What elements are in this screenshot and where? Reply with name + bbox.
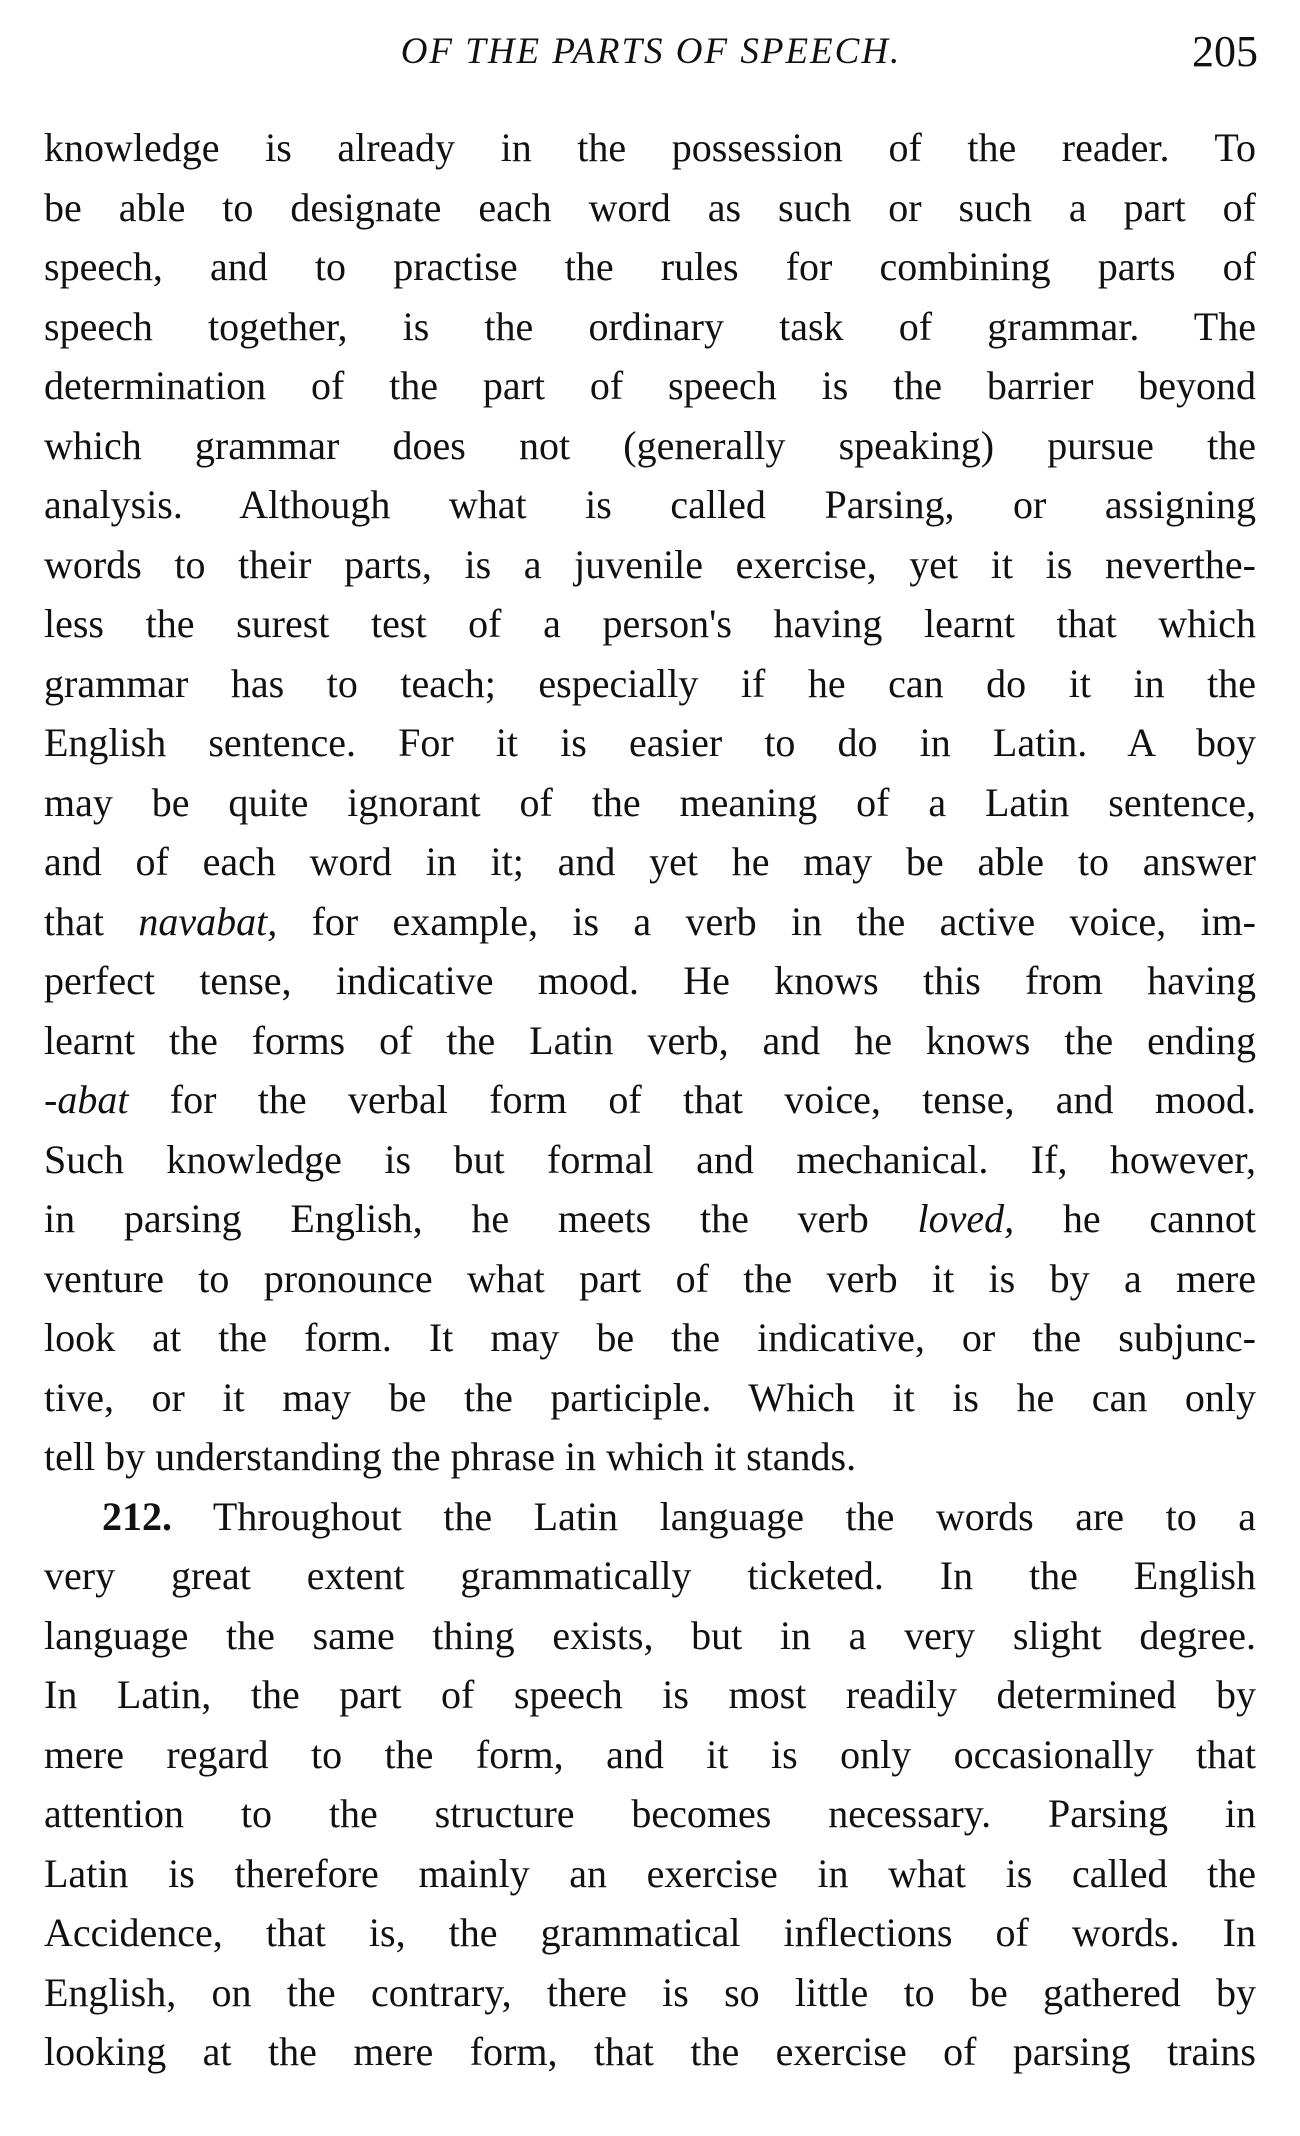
text-line: English sentence. For it is easier to do in Latin. A boy bbox=[44, 720, 1256, 765]
text-run: for example, is a verb in the active voice, im- bbox=[277, 898, 1256, 944]
text-line: Such knowledge is but formal and mechanical. If, however, bbox=[44, 1136, 1256, 1182]
text-line: grammar has to teach; especially if he can do it in the bbox=[44, 660, 1256, 706]
running-head bbox=[44, 22, 1258, 92]
text-line: tive, or it may be the participle. Which it is he can only bbox=[44, 1374, 1256, 1420]
text-line: In Latin, the part of speech is most readily determined by bbox=[44, 1672, 1256, 1717]
text-line: which grammar does not (generally speaking) pursue the bbox=[44, 422, 1256, 468]
text-line: may be quite ignorant of the meaning of a Latin sentence, bbox=[44, 779, 1256, 825]
text-line: knowledge is already in the possession of the reader. To bbox=[44, 125, 1256, 170]
paragraph-last-line: tell by understanding the phrase in which it stands. bbox=[44, 1434, 857, 1479]
text-line: perfect tense, indicative mood. He knows this from having bbox=[44, 958, 1256, 1003]
text-line: Accidence, that is, the grammatical inflections of words. In bbox=[44, 1910, 1256, 1955]
italic-word: navabat, bbox=[138, 898, 278, 944]
text-line: very great extent grammatically ticketed. In the English bbox=[44, 1553, 1256, 1598]
text-line: speech together, is the ordinary task of grammar. The bbox=[44, 303, 1256, 349]
text-line: English, on the contrary, there is so little to be gathered by bbox=[44, 1969, 1256, 2015]
text-line: language the same thing exists, but in a very slight degree. bbox=[44, 1612, 1256, 1658]
text-line: look at the form. It may be the indicative, or the subjunc- bbox=[44, 1315, 1256, 1360]
text-line: determination of the part of speech is the barrier beyond bbox=[44, 363, 1256, 408]
text-line: speech, and to practise the rules for combining parts of bbox=[44, 244, 1256, 289]
text-line: mere regard to the form, and it is only occasionally that bbox=[44, 1731, 1256, 1777]
text-line: venture to pronounce what part of the verb it is by a mere bbox=[44, 1255, 1256, 1301]
text-line: and of each word in it; and yet he may be able to answer bbox=[44, 839, 1256, 884]
section-number: 212. bbox=[102, 1493, 172, 1539]
text-line bbox=[44, 892, 1256, 952]
italic-word: loved, bbox=[917, 1196, 1015, 1241]
text-line: analysis. Although what is called Parsing, or assigning bbox=[44, 482, 1256, 527]
text-line: less the surest test of a person's having learnt that which bbox=[44, 601, 1256, 646]
text-line bbox=[44, 1189, 1256, 1249]
italic-word: -abat bbox=[44, 1077, 129, 1122]
running-title: OF THE PARTS OF SPEECH. bbox=[400, 31, 902, 72]
text-line: Latin is therefore mainly an exercise in what is called the bbox=[44, 1850, 1256, 1896]
text-run: that bbox=[44, 898, 139, 944]
body-text bbox=[44, 118, 1256, 2082]
text-line: attention to the structure becomes necessary. Parsing in bbox=[44, 1791, 1256, 1836]
text-run: for the verbal form of that voice, tense, and mood. bbox=[128, 1077, 1256, 1122]
text-line: be able to designate each word as such or such a part of bbox=[44, 184, 1256, 230]
text-line bbox=[44, 1070, 1256, 1130]
text-line: words to their parts, is a juvenile exercise, yet it is neverthe- bbox=[44, 541, 1256, 587]
text-line: looking at the mere form, that the exercise of parsing trains bbox=[44, 2029, 1256, 2074]
text-line: learnt the forms of the Latin verb, and he knows the ending bbox=[44, 1017, 1256, 1063]
text-run: in parsing English, he meets the verb bbox=[44, 1196, 918, 1241]
page-number: 205 bbox=[1192, 27, 1258, 76]
text-run: he cannot bbox=[1014, 1196, 1256, 1241]
section-212-first-line bbox=[44, 1487, 1256, 1547]
text-run: Throughout the Latin language the words are to a bbox=[172, 1493, 1256, 1539]
